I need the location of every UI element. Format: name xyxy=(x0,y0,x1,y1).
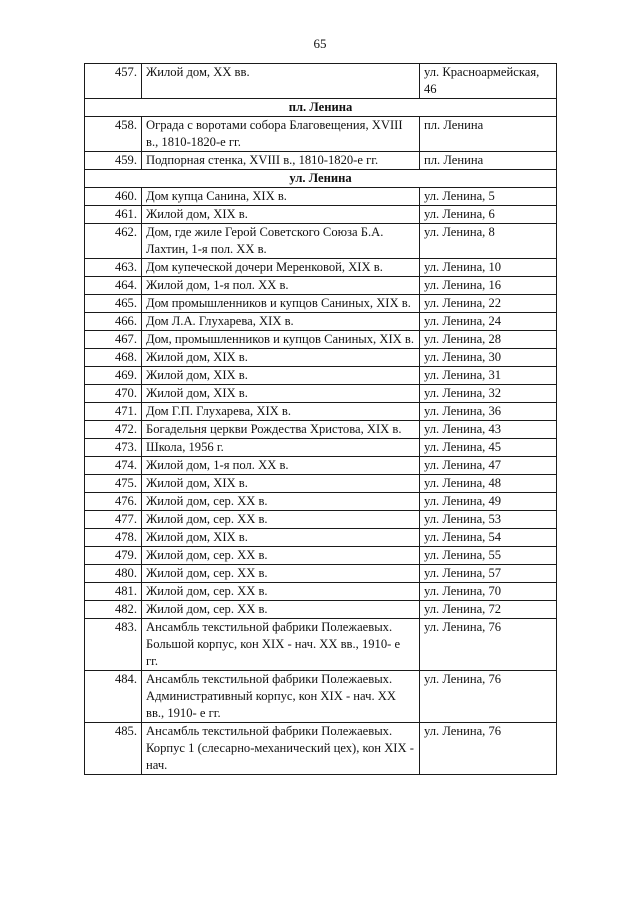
row-address: ул. Ленина, 30 xyxy=(420,349,557,367)
row-description: Ансамбль текстильной фабрики Полежаевых. Административный корпус, кон XIX - нач. XX вв., 1910- е гг. xyxy=(142,671,420,723)
row-description: Богадельня церкви Рождества Христова, XIX в. xyxy=(142,421,420,439)
section-title: пл. Ленина xyxy=(85,99,557,117)
row-number: 477. xyxy=(85,511,142,529)
row-address: ул. Красноармейская, 46 xyxy=(420,64,557,99)
row-number: 482. xyxy=(85,601,142,619)
table-row xyxy=(85,295,557,313)
row-number: 479. xyxy=(85,547,142,565)
row-address: ул. Ленина, 36 xyxy=(420,403,557,421)
row-number: 478. xyxy=(85,529,142,547)
row-description: Ограда с воротами собора Благовещения, XVIII в., 1810-1820-е гг. xyxy=(142,117,420,152)
row-address: ул. Ленина, 70 xyxy=(420,583,557,601)
row-address: ул. Ленина, 6 xyxy=(420,206,557,224)
row-number: 467. xyxy=(85,331,142,349)
row-address: ул. Ленина, 48 xyxy=(420,475,557,493)
row-description: Жилой дом, сер. XX в. xyxy=(142,493,420,511)
row-description: Ансамбль текстильной фабрики Полежаевых. Большой корпус, кон XIX - нач. XX вв., 1910- е гг. xyxy=(142,619,420,671)
row-description: Дом купеческой дочери Меренковой, XIX в. xyxy=(142,259,420,277)
table-row xyxy=(85,671,557,723)
table-row xyxy=(85,224,557,259)
row-address: ул. Ленина, 54 xyxy=(420,529,557,547)
row-description: Жилой дом, сер. XX в. xyxy=(142,547,420,565)
row-number: 462. xyxy=(85,224,142,259)
row-description: Жилой дом, XIX в. xyxy=(142,367,420,385)
row-description: Жилой дом, XX вв. xyxy=(142,64,420,99)
row-description: Жилой дом, сер. XX в. xyxy=(142,565,420,583)
row-description: Жилой дом, сер. XX в. xyxy=(142,511,420,529)
table-row xyxy=(85,277,557,295)
table-row xyxy=(85,457,557,475)
row-number: 475. xyxy=(85,475,142,493)
row-address: ул. Ленина, 22 xyxy=(420,295,557,313)
row-address: ул. Ленина, 45 xyxy=(420,439,557,457)
row-number: 458. xyxy=(85,117,142,152)
row-description: Дом, промышленников и купцов Саниных, XIX в. xyxy=(142,331,420,349)
row-address: ул. Ленина, 5 xyxy=(420,188,557,206)
table-row xyxy=(85,475,557,493)
table-row xyxy=(85,349,557,367)
page-number: 65 xyxy=(313,36,327,51)
row-number: 472. xyxy=(85,421,142,439)
row-number: 481. xyxy=(85,583,142,601)
row-address: ул. Ленина, 72 xyxy=(420,601,557,619)
table-row xyxy=(85,529,557,547)
table-row xyxy=(85,439,557,457)
table-row xyxy=(85,511,557,529)
row-number: 461. xyxy=(85,206,142,224)
row-address: ул. Ленина, 47 xyxy=(420,457,557,475)
row-address: ул. Ленина, 16 xyxy=(420,277,557,295)
row-description: Жилой дом, XIX в. xyxy=(142,475,420,493)
row-address: ул. Ленина, 57 xyxy=(420,565,557,583)
table-row xyxy=(85,152,557,170)
row-number: 483. xyxy=(85,619,142,671)
row-address: ул. Ленина, 49 xyxy=(420,493,557,511)
row-number: 480. xyxy=(85,565,142,583)
row-number: 465. xyxy=(85,295,142,313)
table-row xyxy=(85,547,557,565)
row-number: 457. xyxy=(85,64,142,99)
row-number: 466. xyxy=(85,313,142,331)
table-row xyxy=(85,331,557,349)
table-row xyxy=(85,619,557,671)
row-description: Школа, 1956 г. xyxy=(142,439,420,457)
row-address: ул. Ленина, 55 xyxy=(420,547,557,565)
row-number: 469. xyxy=(85,367,142,385)
row-description: Дом, где жиле Герой Советского Союза Б.А. Лахтин, 1-я пол. XX в. xyxy=(142,224,420,259)
row-number: 463. xyxy=(85,259,142,277)
table-row xyxy=(85,403,557,421)
table-row xyxy=(85,723,557,775)
row-address: ул. Ленина, 76 xyxy=(420,619,557,671)
row-address: ул. Ленина, 76 xyxy=(420,723,557,775)
row-number: 474. xyxy=(85,457,142,475)
row-description: Дом промышленников и купцов Саниных, XIX в. xyxy=(142,295,420,313)
row-number: 471. xyxy=(85,403,142,421)
row-description: Жилой дом, 1-я пол. XX в. xyxy=(142,277,420,295)
row-number: 464. xyxy=(85,277,142,295)
table-row xyxy=(85,313,557,331)
table-row xyxy=(85,583,557,601)
row-number: 468. xyxy=(85,349,142,367)
table-row xyxy=(85,64,557,99)
row-description: Дом Г.П. Глухарева, XIX в. xyxy=(142,403,420,421)
row-address: ул. Ленина, 10 xyxy=(420,259,557,277)
row-address: пл. Ленина xyxy=(420,152,557,170)
table-row xyxy=(85,117,557,152)
registry-body xyxy=(85,64,557,775)
table-row xyxy=(85,421,557,439)
table-row xyxy=(85,493,557,511)
row-description: Жилой дом, XIX в. xyxy=(142,349,420,367)
row-number: 485. xyxy=(85,723,142,775)
table-row xyxy=(85,385,557,403)
row-description: Жилой дом, XIX в. xyxy=(142,206,420,224)
section-header-row xyxy=(85,170,557,188)
row-address: ул. Ленина, 53 xyxy=(420,511,557,529)
row-address: ул. Ленина, 24 xyxy=(420,313,557,331)
row-address: пл. Ленина xyxy=(420,117,557,152)
row-description: Жилой дом, 1-я пол. XX в. xyxy=(142,457,420,475)
row-description: Ансамбль текстильной фабрики Полежаевых. Корпус 1 (слесарно-механический цех), кон XIX - нач. xyxy=(142,723,420,775)
table-row xyxy=(85,188,557,206)
row-number: 460. xyxy=(85,188,142,206)
row-description: Подпорная стенка, XVIII в., 1810-1820-е гг. xyxy=(142,152,420,170)
row-number: 484. xyxy=(85,671,142,723)
row-description: Жилой дом, XIX в. xyxy=(142,385,420,403)
row-description: Дом Л.А. Глухарева, XIX в. xyxy=(142,313,420,331)
table-row xyxy=(85,259,557,277)
table-row xyxy=(85,206,557,224)
row-number: 459. xyxy=(85,152,142,170)
row-description: Дом купца Санина, XIX в. xyxy=(142,188,420,206)
row-address: ул. Ленина, 43 xyxy=(420,421,557,439)
row-address: ул. Ленина, 76 xyxy=(420,671,557,723)
row-description: Жилой дом, сер. XX в. xyxy=(142,601,420,619)
row-number: 470. xyxy=(85,385,142,403)
row-address: ул. Ленина, 8 xyxy=(420,224,557,259)
row-address: ул. Ленина, 32 xyxy=(420,385,557,403)
row-description: Жилой дом, сер. XX в. xyxy=(142,583,420,601)
row-description: Жилой дом, XIX в. xyxy=(142,529,420,547)
row-number: 473. xyxy=(85,439,142,457)
row-address: ул. Ленина, 31 xyxy=(420,367,557,385)
table-row xyxy=(85,601,557,619)
row-number: 476. xyxy=(85,493,142,511)
table-row xyxy=(85,565,557,583)
row-address: ул. Ленина, 28 xyxy=(420,331,557,349)
heritage-registry-table xyxy=(84,63,557,775)
section-header-row xyxy=(85,99,557,117)
table-row xyxy=(85,367,557,385)
section-title: ул. Ленина xyxy=(85,170,557,188)
